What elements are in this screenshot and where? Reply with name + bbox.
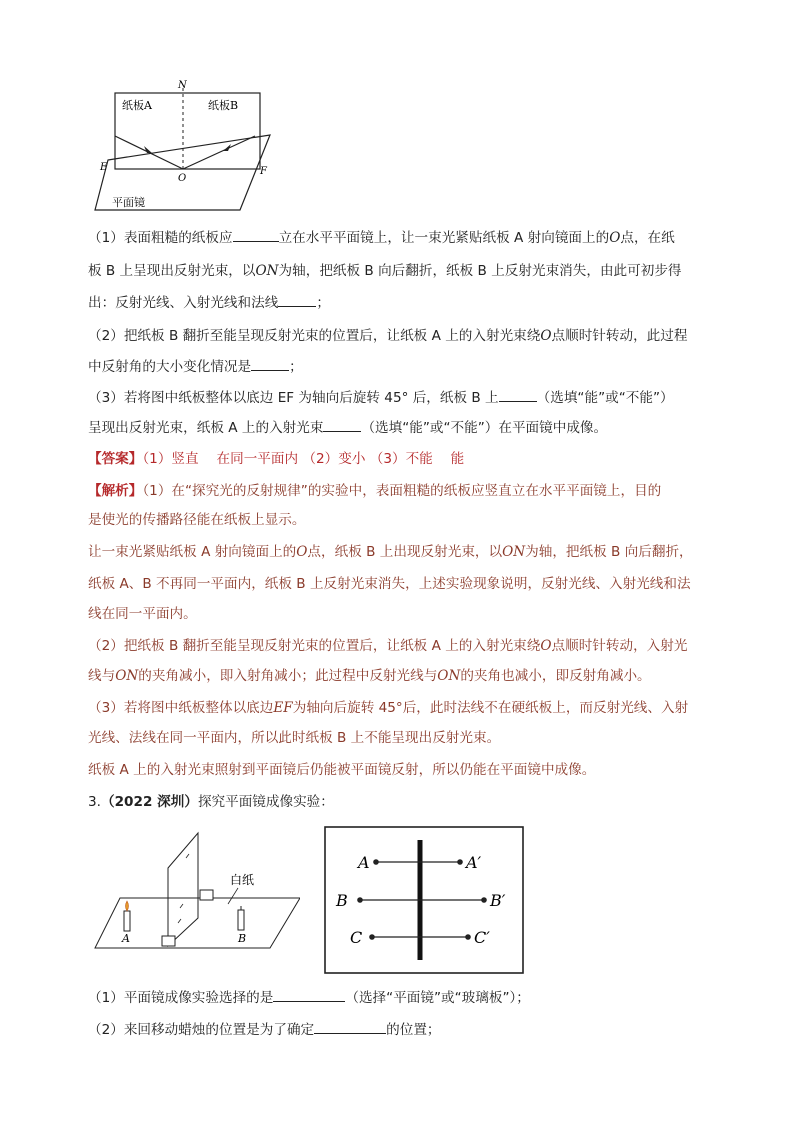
q3-text: （选填“能”或“不能”）在平面镜中成像。 xyxy=(361,420,608,436)
q1-text: 立在水平平面镜上，让一束光紧贴纸板 A 射向镜面上的 xyxy=(278,230,610,246)
analysis-var: O xyxy=(296,544,308,560)
analysis-line9 xyxy=(88,728,708,748)
analysis-text: 的夹角也减小，即反射角减小。 xyxy=(460,668,651,684)
q1-text: 出：反射光线、入射光线和法线 xyxy=(88,295,279,311)
analysis-text: 为轴，把纸板 B 向后翻折， xyxy=(525,544,693,560)
q1-text: 为轴，把纸板 B 向后翻折，纸板 B 上反射光束消失，由此可初步得 xyxy=(278,263,682,279)
q3-text: （选填“能”或“不能”） xyxy=(536,390,674,406)
q2-text: 点顺时针转动，此过程 xyxy=(551,328,688,344)
q1-var-O: O xyxy=(609,230,621,246)
q-next-header xyxy=(88,792,708,812)
label-E: E xyxy=(100,162,108,173)
incident-arrow xyxy=(144,146,152,153)
q1-text: （1）表面粗糙的纸板应 xyxy=(88,230,233,246)
analysis-line3 xyxy=(88,542,708,562)
q3-line2 xyxy=(88,417,708,438)
analysis-var: ON xyxy=(115,668,139,684)
label-B: B xyxy=(336,891,348,910)
reflected-ray xyxy=(183,136,255,169)
analysis-text: （1）在“探究光的反射规律”的实验中，表面粗糙的纸板应竖直立在水平平面镜上，目的 xyxy=(142,483,662,499)
label-C: C xyxy=(350,928,363,947)
q3-blank1[interactable] xyxy=(499,387,537,402)
label-B-prime: B′ xyxy=(490,891,506,910)
analysis-text: （3）若将图中纸板整体以底边 xyxy=(88,700,274,716)
analysis-text: 点顺时针转动，入射光 xyxy=(551,638,688,654)
analysis-line2 xyxy=(88,510,708,530)
label-candle-a: A xyxy=(122,932,130,945)
label-A: A xyxy=(358,853,370,872)
point-a-image xyxy=(457,859,463,865)
analysis-text: 点，纸板 B 上出现反射光束，以 xyxy=(307,544,503,560)
analysis-line5 xyxy=(88,604,708,624)
analysis-line6 xyxy=(88,636,708,656)
sub2-blank[interactable] xyxy=(314,1019,386,1034)
analysis-text: 纸板 A、B 不再同一平面内，纸板 B 上反射光束消失，上述实验现象说明，反射光线、入射光线和法 xyxy=(88,576,691,592)
label-F: F xyxy=(260,166,267,177)
analysis-line8 xyxy=(88,698,708,718)
q1-line1 xyxy=(88,227,708,248)
sub2-text: 的位置； xyxy=(386,1022,441,1038)
point-b xyxy=(357,897,363,903)
answer-line xyxy=(88,449,708,469)
candle-setup-figure xyxy=(90,828,300,953)
analysis-var: ON xyxy=(437,668,461,684)
point-b-image xyxy=(481,897,487,903)
analysis-line1 xyxy=(88,481,708,501)
analysis-var: ON xyxy=(502,544,526,560)
question-source: （2022 深圳） xyxy=(100,794,198,810)
answer-text: （1）竖直 在同一平面内 （2）变小 （3）不能 能 xyxy=(142,451,465,467)
analysis-var: O xyxy=(540,638,552,654)
analysis-line7 xyxy=(88,666,708,686)
label-N: N xyxy=(178,80,187,91)
q3-text: 呈现出反射光束，纸板 A 上的入射光束 xyxy=(88,420,324,436)
q1-blank1[interactable] xyxy=(233,227,279,242)
q2-line1 xyxy=(88,326,708,346)
q1-text: 板 B 上呈现出反射光束，以 xyxy=(88,263,256,279)
analysis-var: EF xyxy=(273,700,293,716)
label-board-A: 纸板A xyxy=(122,99,152,112)
sub2-text: （2）来回移动蜡烛的位置是为了确定 xyxy=(88,1022,315,1038)
q1-text: ； xyxy=(316,295,330,311)
q1-line2 xyxy=(88,261,708,281)
label-board-B: 纸板B xyxy=(208,99,239,112)
analysis-text: 线与 xyxy=(88,668,116,684)
q3-text: （3）若将图中纸板整体以底边 EF 为轴向后旋转 45° 后，纸板 B 上 xyxy=(88,390,499,406)
q1-var-ON: ON xyxy=(255,263,279,279)
sub1-blank[interactable] xyxy=(273,987,345,1002)
analysis-line10 xyxy=(88,760,708,780)
analysis-text: 纸板 A 上的入射光束照射到平面镜后仍能被平面镜反射，所以仍能在平面镜中成像。 xyxy=(88,762,596,778)
candle-a xyxy=(124,911,130,931)
analysis-text: （2）把纸板 B 翻折至能呈现反射光束的位置后，让纸板 A 上的入射光束绕 xyxy=(88,638,541,654)
label-mirror: 平面镜 xyxy=(112,196,145,209)
q2-var-O: O xyxy=(540,328,552,344)
analysis-text: 让一束光紧贴纸板 A 射向镜面上的 xyxy=(88,544,297,560)
q2-text: 中反射角的大小变化情况是 xyxy=(88,359,252,375)
point-a xyxy=(373,859,379,865)
reflection-figure xyxy=(90,78,280,214)
label-C-prime: C′ xyxy=(474,928,490,947)
analysis-text: 光线、法线在同一平面内，所以此时纸板 B 上不能呈现出反射光束。 xyxy=(88,730,501,746)
label-O: O xyxy=(178,173,187,184)
q3-blank2[interactable] xyxy=(323,417,361,432)
analysis-text: 是使光的传播路径能在纸板上显示。 xyxy=(88,512,306,528)
analysis-tag: 【解析】 xyxy=(88,483,143,499)
q3-line1 xyxy=(88,387,708,408)
candle-b xyxy=(238,910,244,930)
flame-icon xyxy=(126,901,129,911)
support-block xyxy=(162,936,175,946)
point-c xyxy=(369,934,375,940)
sub1-text: （选择“平面镜”或“玻璃板”）； xyxy=(345,990,530,1006)
analysis-text: 为轴向后旋转 45°后，此时法线不在硬纸板上，而反射光线、入射 xyxy=(292,700,689,716)
question-title: 探究平面镜成像实验： xyxy=(197,794,334,810)
q1-text: 点，在纸 xyxy=(620,230,675,246)
label-A-prime: A′ xyxy=(466,853,482,872)
label-candle-b: B xyxy=(238,932,247,945)
q2-line2 xyxy=(88,356,708,377)
analysis-line4 xyxy=(88,574,708,594)
q1-blank2[interactable] xyxy=(278,292,316,307)
image-points-figure xyxy=(324,826,524,974)
answer-tag: 【答案】 xyxy=(88,451,143,467)
sub1-text: （1）平面镜成像实验选择的是 xyxy=(88,990,274,1006)
q1-line3 xyxy=(88,292,708,313)
q2-blank[interactable] xyxy=(251,356,289,371)
support-block xyxy=(200,890,213,900)
glass-plate xyxy=(168,833,198,946)
label-white-paper: 白纸 xyxy=(230,873,255,887)
q2-text: ； xyxy=(289,359,303,375)
analysis-text: 线在同一平面内。 xyxy=(88,606,197,622)
sub1-line xyxy=(88,987,708,1008)
question-number: 3. xyxy=(88,794,101,810)
point-c-image xyxy=(465,934,471,940)
sub2-line xyxy=(88,1019,708,1040)
analysis-text: 的夹角减小，即入射角减小；此过程中反射光线与 xyxy=(138,668,438,684)
q2-text: （2）把纸板 B 翻折至能呈现反射光束的位置后，让纸板 A 上的入射光束绕 xyxy=(88,328,541,344)
